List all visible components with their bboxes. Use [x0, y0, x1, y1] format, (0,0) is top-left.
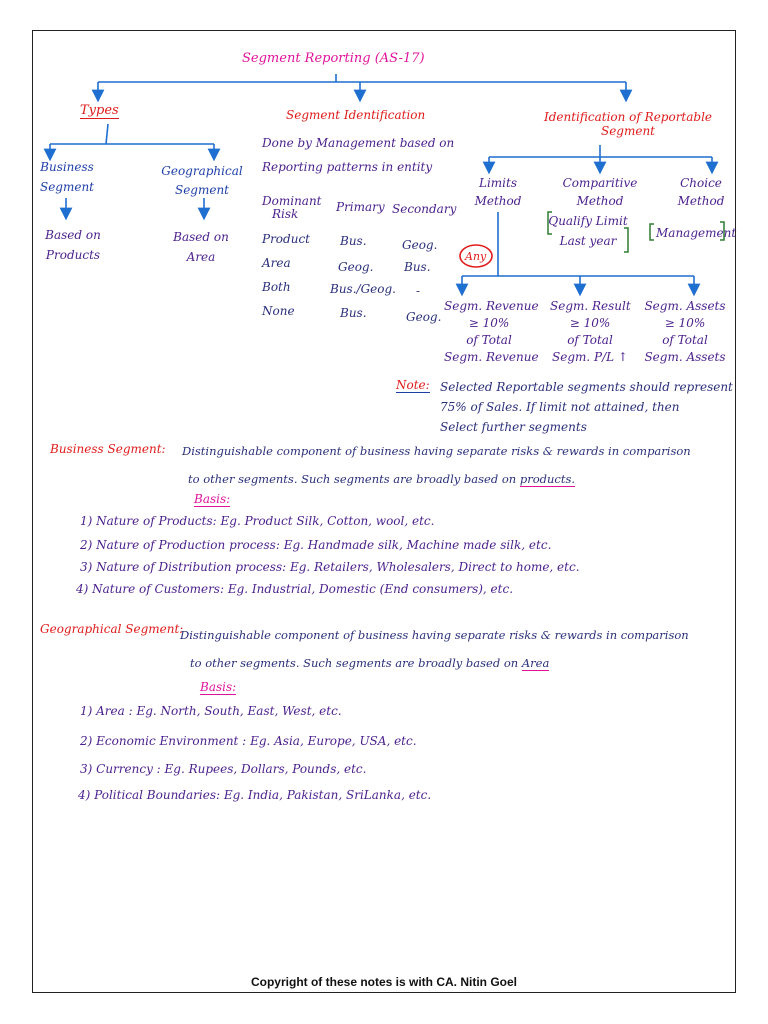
- row-primary: Bus./Geog.: [330, 282, 396, 296]
- geographical-basis-item: [78, 788, 431, 802]
- identification-desc2: Reporting patterns in entity: [262, 160, 433, 174]
- criteria-line2: ≥ 10%: [468, 316, 510, 330]
- criteria-line3: of Total: [466, 333, 512, 347]
- business-def-keyword: products.: [519, 472, 576, 486]
- business-desc2: Products: [45, 248, 101, 262]
- business-basis-item-text: Eg. Industrial, Domestic (End consumers), etc.: [227, 582, 514, 596]
- business-def-line2: [188, 472, 575, 486]
- choice2: Method: [677, 194, 725, 208]
- geographical-def-line2: [190, 656, 549, 670]
- business-line2: Segment: [39, 180, 95, 194]
- limits-method: [470, 176, 526, 208]
- note-line1: Selected Reportable segments should represent: [440, 380, 733, 394]
- geographical-line2: Segment: [174, 183, 230, 197]
- geographical-basis-item: [80, 704, 342, 718]
- geographical-basis-item-label: 3) Currency :: [80, 762, 161, 776]
- header-secondary: Secondary: [392, 202, 457, 216]
- row-risk: None: [262, 304, 295, 318]
- geographical-def-keyword: Area: [521, 656, 550, 670]
- business-basis-item-text: Eg. Retailers, Wholesalers, Direct to home, etc.: [289, 560, 580, 574]
- note-line3: Select further segments: [440, 420, 587, 434]
- criteria-revenue: [444, 298, 539, 366]
- any-label: Any: [465, 250, 487, 263]
- business-desc: [36, 228, 110, 262]
- row-risk: Both: [262, 280, 291, 294]
- geographical-line1: Geographical: [161, 164, 243, 178]
- row-primary: Geog.: [338, 260, 374, 274]
- geographical-basis-item-label: 2) Economic Environment :: [80, 734, 247, 748]
- comparitive1: Comparitive: [562, 176, 638, 190]
- geographical-basis-item-label: 4) Political Boundaries:: [78, 788, 221, 802]
- geographical-def-line2-text: to other segments. Such segments are broadly based on: [190, 656, 519, 670]
- criteria-result: [550, 298, 630, 366]
- page-title: Segment Reporting (AS-17): [242, 51, 425, 66]
- row-secondary: Geog.: [406, 310, 442, 324]
- limits2: Method: [474, 194, 522, 208]
- row-secondary: Bus.: [404, 260, 431, 274]
- reportable-heading: [528, 110, 728, 138]
- row-risk: Product: [262, 232, 310, 246]
- identification-heading: Segment Identification: [286, 108, 426, 122]
- row-secondary: -: [416, 284, 421, 298]
- business-line1: Business: [40, 160, 94, 174]
- management-box: Management: [656, 226, 737, 240]
- header-risk2: Risk: [272, 207, 299, 221]
- geographical-basis-item: [80, 762, 366, 776]
- criteria-line4: Segm. Revenue: [444, 350, 539, 364]
- geographical-basis-item-label: 1) Area :: [80, 704, 133, 718]
- criteria-line2: ≥ 10%: [664, 316, 706, 330]
- criteria-line3: of Total: [567, 333, 613, 347]
- business-basis-item-label: 4) Nature of Customers:: [76, 582, 225, 596]
- geographical-basis-item-text: Eg. Rupees, Dollars, Pounds, etc.: [164, 762, 367, 776]
- geographical-segment-label: Geographical Segment:: [40, 622, 184, 636]
- comparitive2: Method: [576, 194, 624, 208]
- business-basis-item: [76, 582, 513, 596]
- business-def-line1: Distinguishable component of business having separate risks & rewards in comparison: [182, 444, 691, 458]
- criteria-line1: Segm. Result: [550, 299, 631, 313]
- geographical-basis-item-text: Eg. India, Pakistan, SriLanka, etc.: [223, 788, 432, 802]
- criteria-line4: Segm. P/L ↑: [552, 350, 628, 364]
- geographical-basis-item-text: Eg. Asia, Europe, USA, etc.: [250, 734, 417, 748]
- business-basis-label: Basis:: [194, 492, 231, 506]
- business-basis-item-text: Eg. Handmade silk, Machine made silk, etc.: [283, 538, 552, 552]
- row-primary: Bus.: [340, 234, 367, 248]
- criteria-line3: of Total: [662, 333, 708, 347]
- geographical-basis-item-text: Eg. North, South, East, West, etc.: [136, 704, 342, 718]
- row-primary: Bus.: [340, 306, 367, 320]
- geographical-def-line1: Distinguishable component of business having separate risks & rewards in comparison: [180, 628, 689, 642]
- business-basis-item: [80, 560, 580, 574]
- reportable-heading1: Identification of Reportable: [543, 110, 713, 124]
- reportable-heading2: Segment: [600, 124, 656, 138]
- criteria-line1: Segm. Assets: [644, 299, 726, 313]
- business-def-line2-text: to other segments. Such segments are broadly based on: [188, 472, 517, 486]
- copyright-footer: Copyright of these notes is with CA. Nitin Goel: [250, 975, 517, 989]
- business-basis-item-text: Eg. Product Silk, Cotton, wool, etc.: [220, 514, 435, 528]
- criteria-line1: Segm. Revenue: [444, 299, 539, 313]
- row-secondary: Geog.: [402, 238, 438, 252]
- geographical-basis-item: [80, 734, 417, 748]
- business-segment-label: Business Segment:: [50, 442, 166, 456]
- qualify1: Qualify Limit: [548, 214, 628, 228]
- geographical-basis-label: Basis:: [200, 680, 237, 694]
- qualify2: Last year: [559, 234, 617, 248]
- criteria-assets: [640, 298, 730, 366]
- geographical-desc2: Area: [186, 250, 216, 264]
- geographical-desc: [166, 230, 236, 264]
- business-basis-item: [80, 538, 551, 552]
- row-risk: Area: [262, 256, 291, 270]
- business-basis-item-label: 1) Nature of Products:: [80, 514, 217, 528]
- geographical-desc1: Based on: [173, 230, 229, 244]
- note-line2: 75% of Sales. If limit not attained, then: [440, 400, 680, 414]
- business-basis-item-label: 3) Nature of Distribution process:: [80, 560, 287, 574]
- identification-desc1: Done by Management based on: [262, 136, 455, 150]
- business-basis-item: [80, 514, 434, 528]
- criteria-line4: Segm. Assets: [644, 350, 726, 364]
- choice1: Choice: [680, 176, 722, 190]
- types-heading: Types: [80, 103, 119, 118]
- criteria-line2: ≥ 10%: [569, 316, 611, 330]
- limits1: Limits: [478, 176, 517, 190]
- geographical-segment-box: [160, 164, 244, 197]
- business-segment-box: [34, 160, 100, 194]
- header-primary: Primary: [336, 200, 385, 214]
- note-label: Note:: [396, 378, 430, 392]
- business-desc1: Based on: [45, 228, 101, 242]
- business-basis-item-label: 2) Nature of Production process:: [80, 538, 280, 552]
- choice-method: [676, 176, 726, 208]
- qualify-limit-box: [546, 214, 630, 248]
- comparitive-method: [560, 176, 640, 208]
- header-risk1: Dominant: [262, 194, 322, 208]
